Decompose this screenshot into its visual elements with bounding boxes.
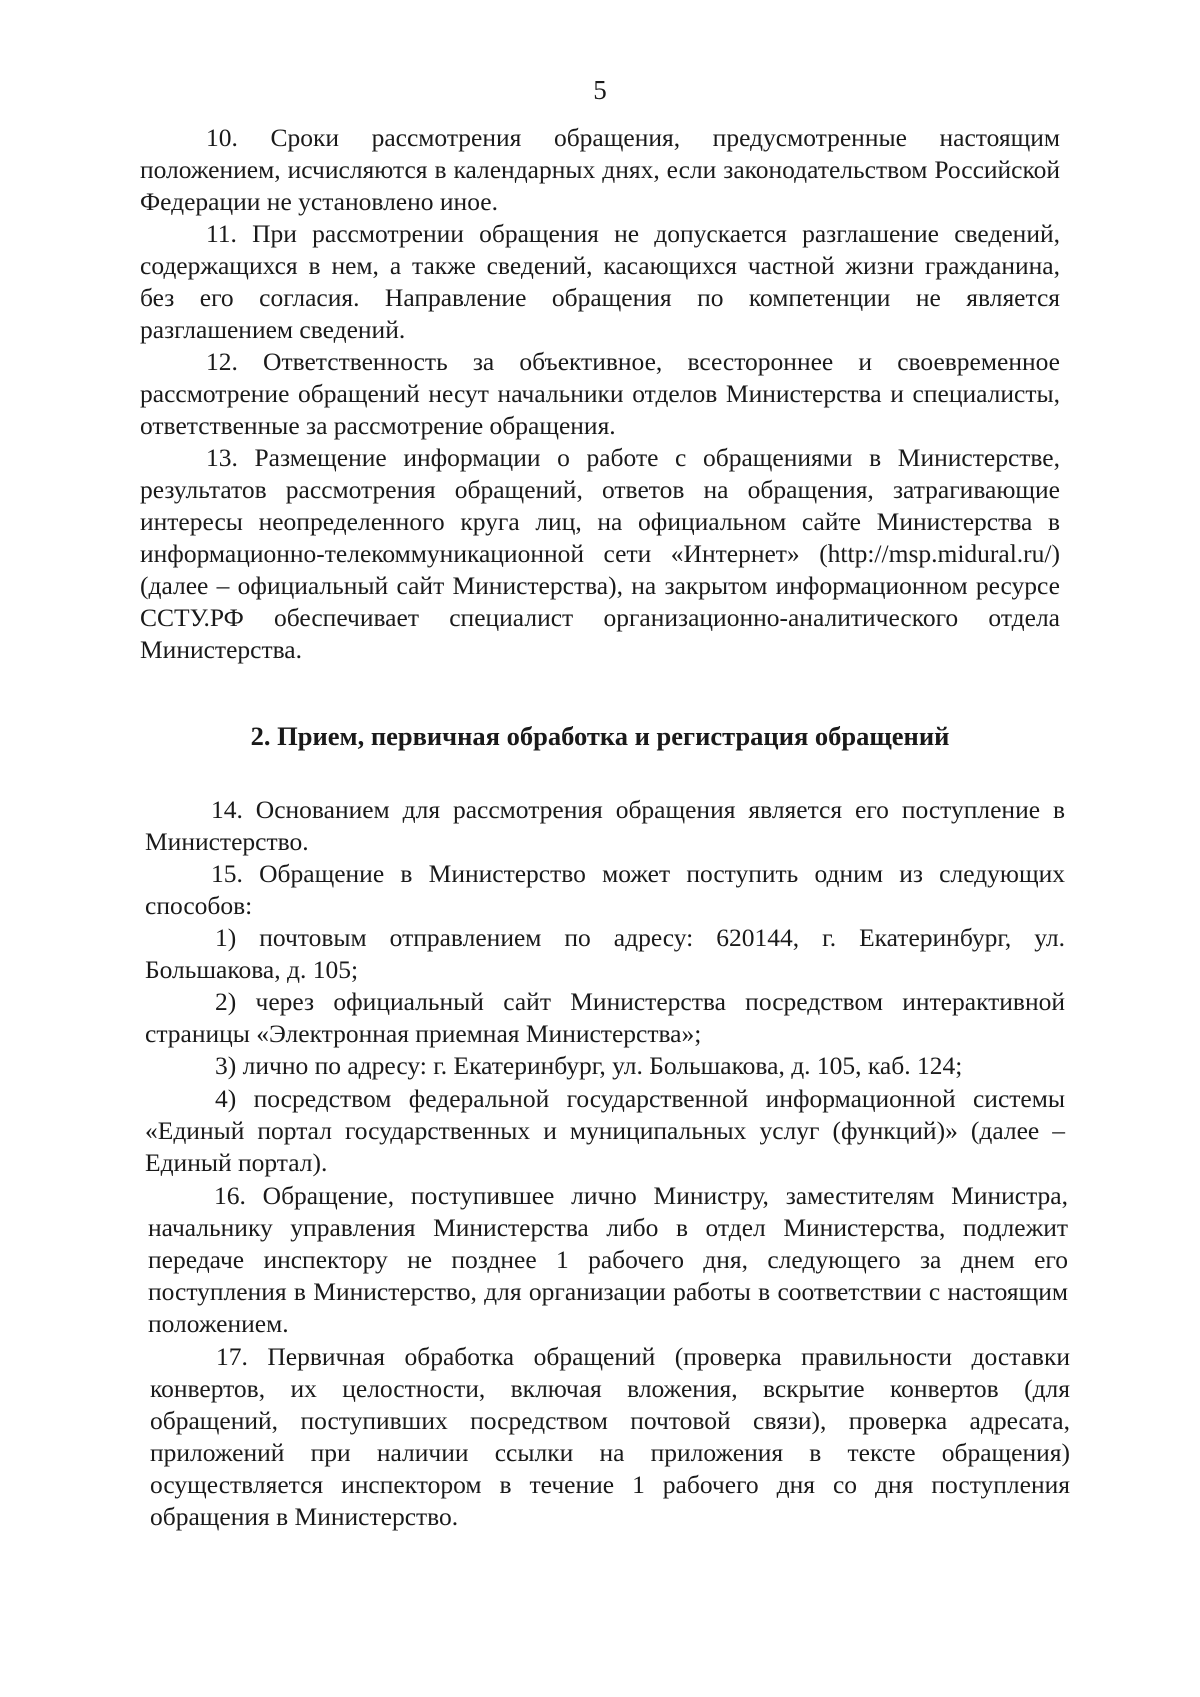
paragraph-15: 15. Обращение в Министерство может поступить одним из следующих способов:	[145, 859, 1065, 920]
section-heading: 2. Прием, первичная обработка и регистрация обращений	[250, 721, 950, 751]
list-item-2: 2) через официальный сайт Министерства посредством интерактивной страницы «Электронная приемная Министерства»;	[145, 987, 1065, 1048]
list-item-1: 1) почтовым отправлением по адресу: 620144, г. Екатеринбург, ул. Большакова, д. 105;	[145, 923, 1065, 984]
list-item-3: 3) лично по адресу: г. Екатеринбург, ул. Большакова, д. 105, каб. 124;	[215, 1051, 963, 1080]
paragraph-14: 14. Основанием для рассмотрения обращения является его поступление в Министерство.	[145, 795, 1065, 856]
paragraph-13: 13. Размещение информации о работе с обращениями в Министерстве, результатов рассмотрения обращений, ответов на обращения, затрагивающие интересы неопределенного круга лиц, на официальном сайте Министерства в информационно-телекоммуникационной сети «Интернет» (http://msp.midural.ru/) (далее – официальный сайт Министерства), на закрытом информационном ресурсе ССТУ.РФ обеспечивает специалист организационно-аналитического отдела Министерства.	[140, 443, 1060, 664]
paragraph-17: 17. Первичная обработка обращений (проверка правильности доставки конвертов, их целостности, включая вложения, вскрытие конвертов (для обращений, поступивших посредством почтовой связи), проверка адресата, приложений при наличии ссылки на приложения в тексте обращения) осуществляется инспектором в течение 1 рабочего дня со дня поступления обращения в Министерство.	[150, 1342, 1070, 1531]
paragraph-11: 11. При рассмотрении обращения не допускается разглашение сведений, содержащихся в нем, а также сведений, касающихся частной жизни гражданина, без его согласия. Направление обращения по компетенции не является разглашением сведений.	[140, 219, 1060, 344]
paragraph-12: 12. Ответственность за объективное, всестороннее и своевременное рассмотрение обращений несут начальники отделов Министерства и специалисты, ответственные за рассмотрение обращения.	[140, 347, 1060, 440]
paragraph-10: 10. Сроки рассмотрения обращения, предусмотренные настоящим положением, исчисляются в календарных днях, если законодательством Российской Федерации не установлено иное.	[140, 123, 1060, 216]
list-item-4: 4) посредством федеральной государственной информационной системы «Единый портал государственных и муниципальных услуг (функций)» (далее – Единый портал).	[145, 1084, 1065, 1177]
paragraph-16: 16. Обращение, поступившее лично Министру, заместителям Министра, начальнику управления Министерства либо в отдел Министерства, подлежит передаче инспектору не позднее 1 рабочего дня, следующего за днем его поступления в Министерство, для организации работы в соответствии с настоящим положением.	[148, 1181, 1068, 1338]
page-number: 5	[593, 75, 607, 105]
